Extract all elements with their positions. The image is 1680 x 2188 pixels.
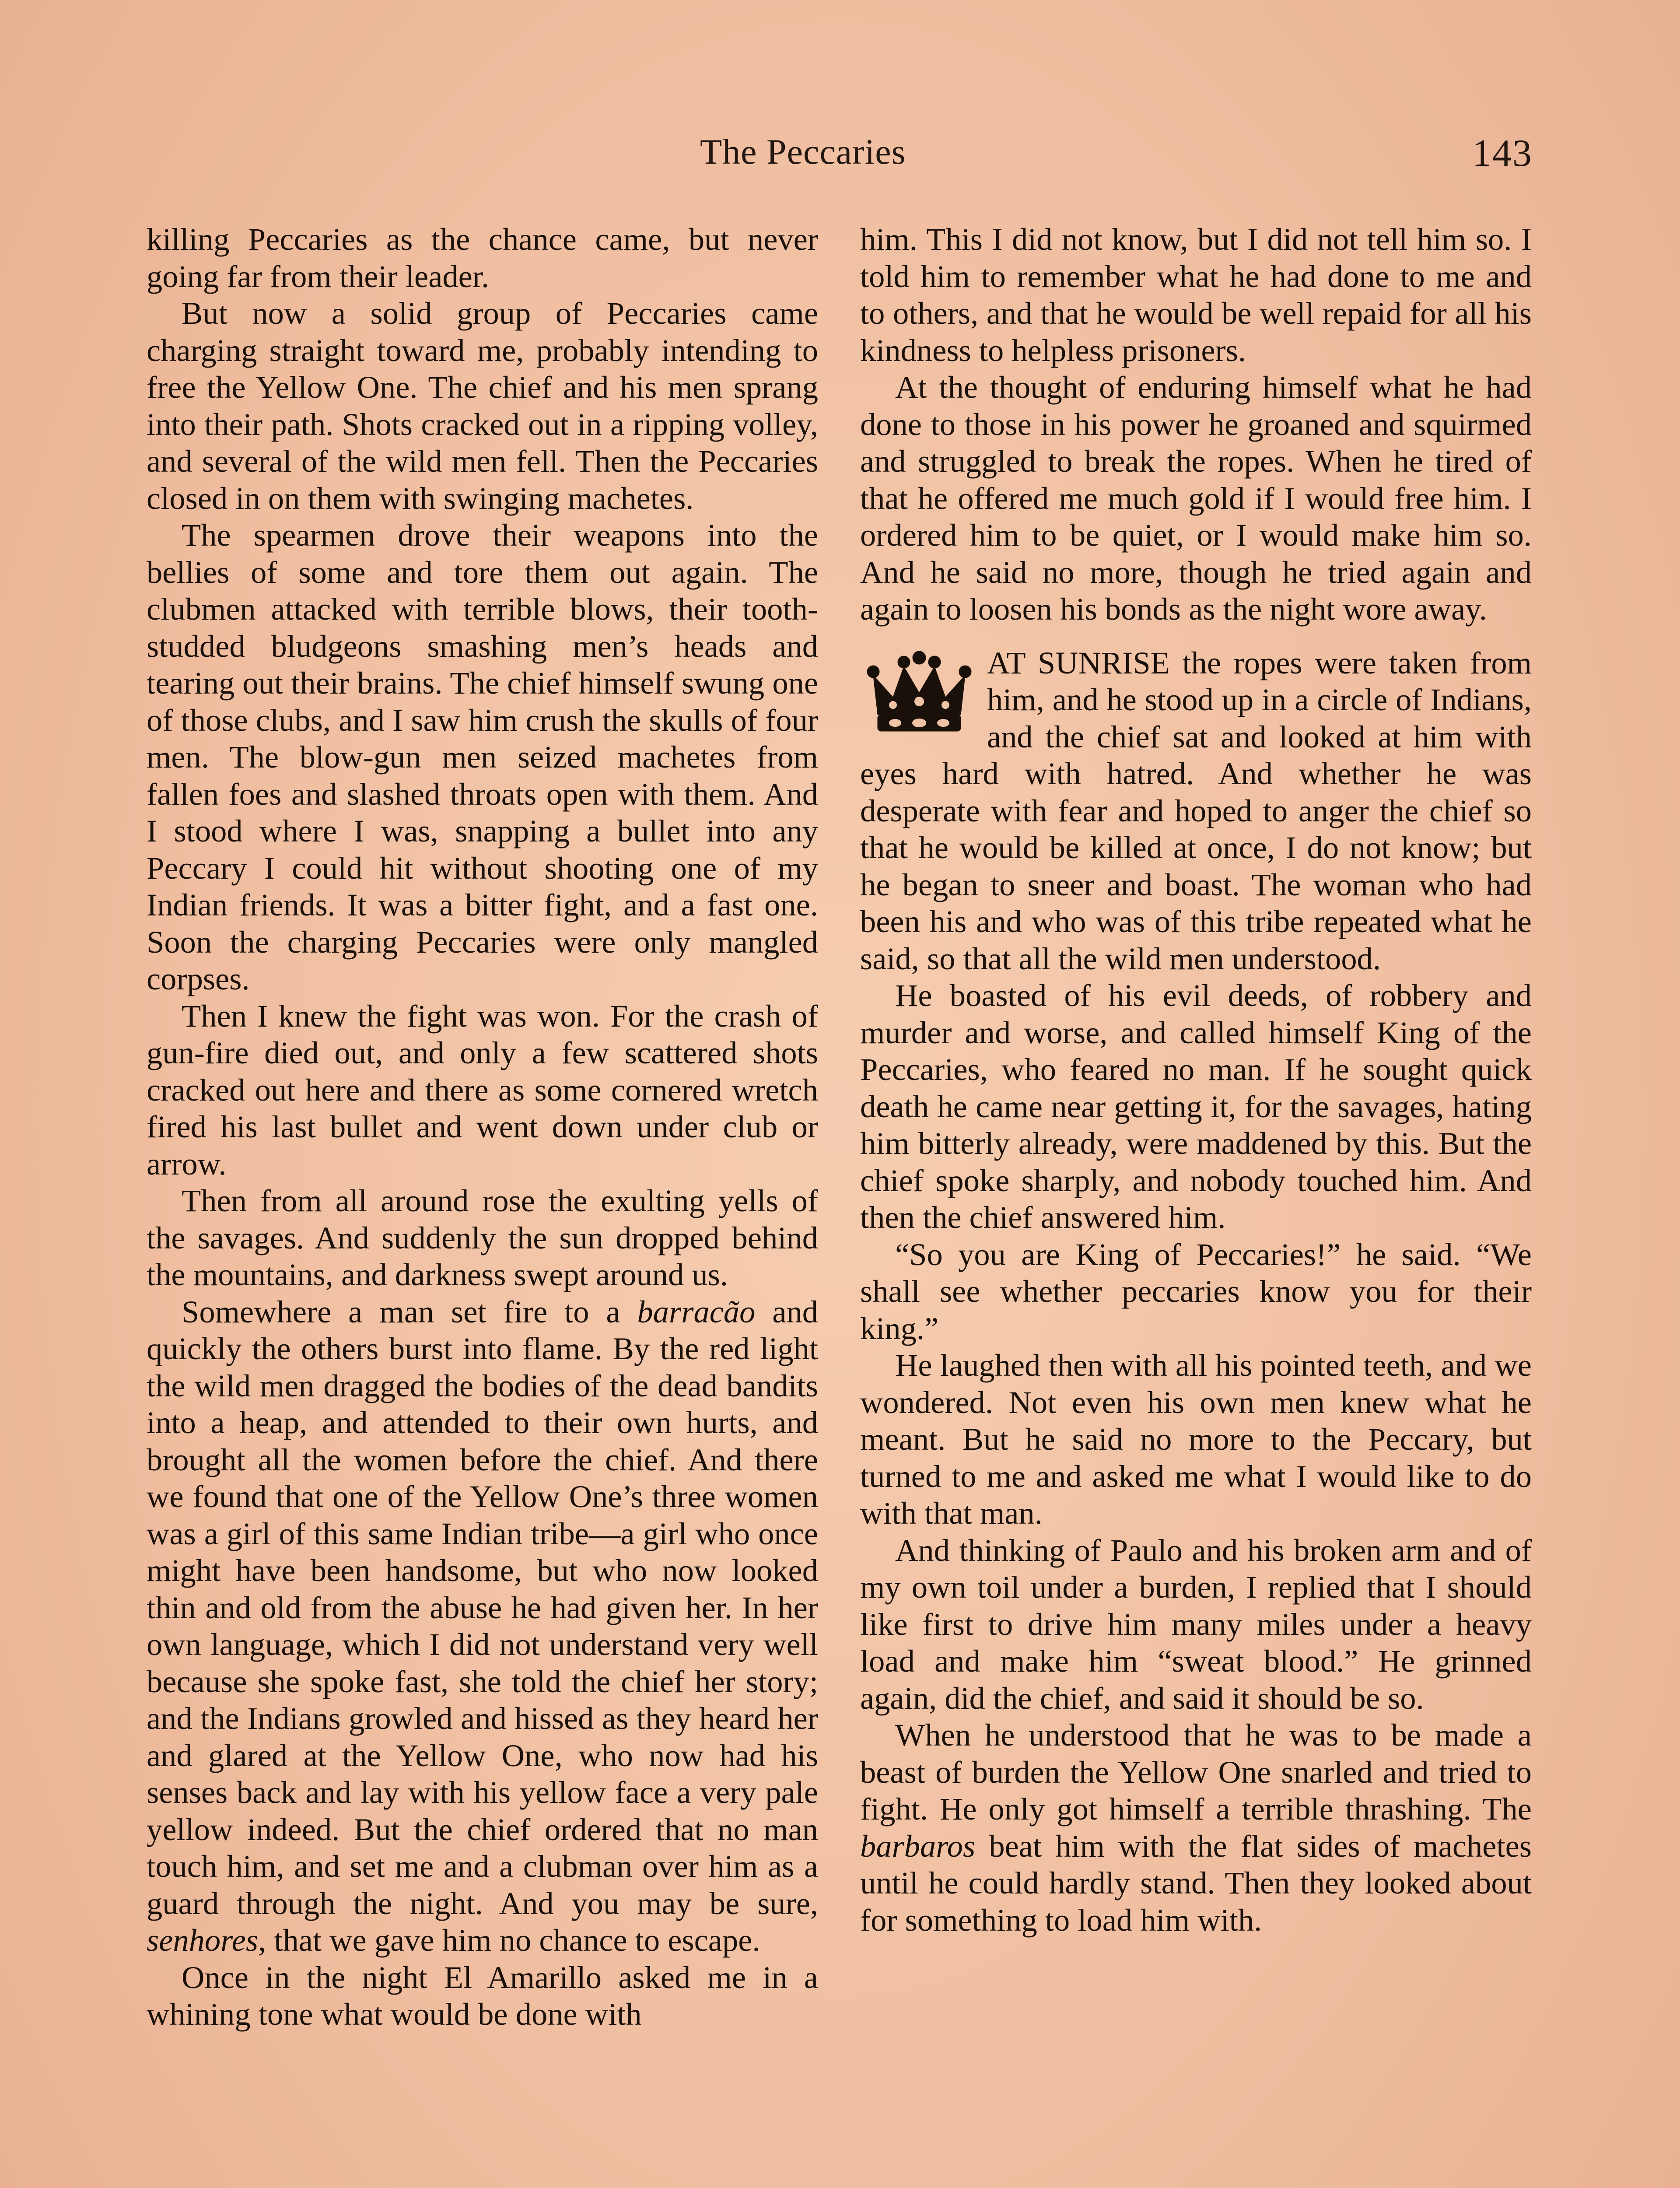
paragraph: At the thought of enduring himself what he had done to those in his power he groaned and squirmed and struggled to break the ropes. When he tired of that he offered me much gold if I would free him. I ordered him to be quiet, or I would make him so. And he said no more, though he tried again and again to loosen his bonds as the night wore away. [860, 369, 1532, 627]
text-run: beat him with the flat sides of machetes until he could hardly stand. Then they looked about for something to load him with. [860, 1828, 1532, 1938]
text-run: When he understood that he was to be made a beast of burden the Yellow One snarled and tried to fight. He only got himself a terrible thrashing. The [860, 1717, 1532, 1827]
paragraph: Once in the night El Amarillo asked me in a whining tone what would be done with [147, 1959, 818, 2032]
paragraph: He laughed then with all his pointed teeth, and we wondered. Not even his own men knew what he meant. But he said no more to the Peccary, but turned to me and asked me what I would like to do with that man. [860, 1347, 1532, 1531]
right-column [860, 221, 1532, 1939]
lead-in: AT SUNRISE [987, 645, 1170, 680]
running-title: The Peccaries [700, 132, 906, 172]
paragraph: He boasted of his evil deeds, of robbery and murder and worse, and called himself King of the Peccaries, who feared no man. If he sought quick death he came near getting it, for the savages, hating him bitterly already, were maddened by this. But the chief spoke sharply, and nobody touched him. And then the chief answered him. [860, 978, 1532, 1235]
text-run: the ropes were taken from him, and he stood up in a circle of Indians, and the chief sat and looked at him with eyes hard with hatred. And whether he was desperate with fear and hoped to anger the chief so that he would be killed at once, I do not know; but he began to sneer and boast. The woman who had been his and who was of this tribe repeated what he said, so that all the wild men understood. [860, 645, 1532, 976]
paragraph [147, 1294, 818, 1959]
paragraph: him. This I did not know, but I did not tell him so. I told him to remember what he had done to me and to others, and that he would be well repaid for all his kindness to helpless prisoners. [860, 221, 1532, 368]
paragraph: But now a solid group of Peccaries came charging straight toward me, probably intending to free the Yellow One. The chief and his men sprang into their path. Shots cracked out in a ripping volley, and several of the wild men fell. Then the Peccaries closed in on them with swinging machetes. [147, 295, 818, 516]
page-number: 143 [1472, 132, 1533, 175]
paragraph: The spearmen drove their weapons into the bellies of some and tore them out again. The clubmen attacked with terrible blows, their tooth-studded bludgeons smashing men’s heads and tearing out their brains. The chief himself swung one of those clubs, and I saw him crush the skulls of four men. The blow-gun men seized machetes from fallen foes and slashed throats open with them. And I stood where I was, snapping a bullet into any Peccary I could hit without shooting one of my Indian friends. It was a bitter fight, and a fast one. Soon the charging Peccaries were only mangled corpses. [147, 517, 818, 996]
italic-word: senhores [147, 1922, 259, 1958]
italic-word: barracão [637, 1294, 756, 1329]
left-column [147, 221, 818, 2033]
paragraph: Then from all around rose the exulting yells of the savages. And suddenly the sun dropped behind the mountains, and darkness swept around us. [147, 1183, 818, 1292]
paragraph [860, 1717, 1532, 1939]
paragraph: killing Peccaries as the chance came, but never going far from their leader. [147, 221, 818, 294]
paragraph: “So you are King of Peccaries!” he said. “We shall see whether peccaries know you for their king.” [860, 1236, 1532, 1346]
paragraph [860, 645, 1532, 978]
text-run: Somewhere a man set fire to a [182, 1294, 637, 1329]
text-run: and quickly the others burst into flame. By the red light the wild men dragged the bodies of the dead bandits into a heap, and attended to their own hurts, and brought all the women before the chief. And there we found that one of the Yellow One’s three women was a girl of this same Indian tribe—a girl who once might have been handsome, but who now looked thin and old from the abuse he had given her. In her own language, which I did not understand very well because she spoke fast, she told the chief her story; and the Indians growled and hissed as they heard her and glared at the Yellow One, who now had his senses back and lay with his yellow face a very pale yellow indeed. But the chief ordered that no man touch him, and set me and a clubman over him as a guard through the night. And you may be sure, [147, 1294, 819, 1921]
text-run: , that we gave him no chance to escape. [258, 1922, 760, 1958]
crown-icon [860, 649, 978, 736]
paragraph: And thinking of Paulo and his broken arm and of my own toil under a burden, I replied that I should like first to drive him many miles under a heavy load and make him “sweat blood.” He grinned again, did the chief, and said it should be so. [860, 1532, 1532, 1716]
page-header [0, 131, 1680, 184]
paragraph: Then I knew the fight was won. For the crash of gun-fire died out, and only a few scattered shots cracked out here and there as some cornered wretch fired his last bullet and went down under club or arrow. [147, 998, 818, 1182]
italic-word: barbaros [860, 1828, 976, 1864]
